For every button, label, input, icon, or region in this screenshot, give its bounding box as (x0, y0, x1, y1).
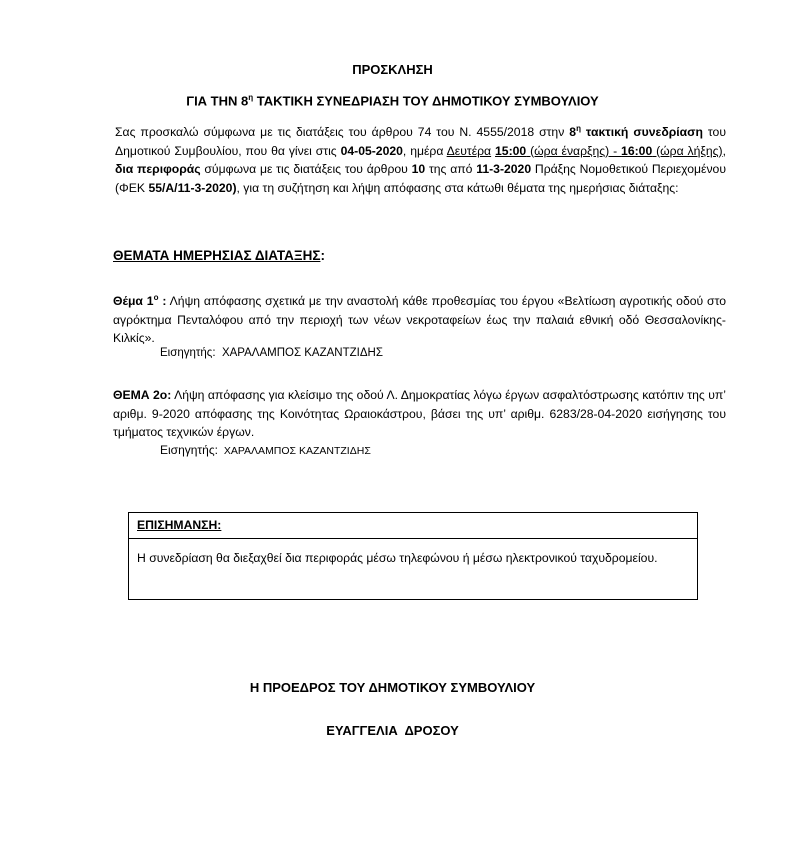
document-title: ΠΡΟΣΚΛΗΣΗ (352, 62, 433, 77)
end-label: (ώρα λήξης) (652, 143, 723, 158)
agenda-item (113, 383, 726, 442)
agenda-item (113, 289, 726, 348)
signature-role: Η ΠΡΟΕΔΡΟΣ ΤΟΥ ΔΗΜΟΤΙΚΟΥ ΣΥΜΒΟΥΛΙΟΥ (249, 680, 536, 695)
rapporteur-label: Εισηγητής: (160, 443, 218, 457)
agenda-heading (113, 248, 325, 263)
rapporteur-name: ΧΑΡΑΛΑΜΠΟΣ ΚΑΖΑΝΤΖΙΔΗΣ (221, 347, 383, 359)
subtitle-post: ΤΑΚΤΙΚΗ ΣΥΝΕΔΡΙΑΣΗ ΤΟΥ ΔΗΜΟΤΙΚΟΥ ΣΥΜΒΟΥΛΙΟΥ (253, 93, 599, 109)
subtitle-sup: η (248, 93, 254, 102)
intro-text: , για τη συζήτηση και λήψη απόφασης στα κάτωθι θέματα της ημερήσιας διάταξης: (236, 180, 679, 195)
intro-text: του Δημοτικού Συμβουλίου, που θα γίνει στις (115, 125, 726, 158)
meeting-number-sup: η (576, 124, 581, 133)
notice-header (129, 513, 697, 539)
intro-paragraph (115, 120, 726, 197)
signature-name: ΕΥΑΓΓΕΛΙΑ ΔΡΟΣΟΥ (326, 723, 459, 738)
start-time: 15:00 (495, 143, 527, 158)
intro-text: σύμφωνα με τις διατάξεις του άρθρου (200, 162, 412, 177)
intro-text: της από (425, 162, 477, 177)
item-label-text: Θέμα 1 (113, 294, 154, 309)
notice-body: Η συνεδρίαση θα διεξαχθεί δια περιφοράς μέσω τηλεφώνου ή μέσω ηλεκτρονικού ταχυδρομείου. (137, 551, 658, 565)
intro-text: , (722, 143, 726, 158)
item-label (113, 294, 166, 308)
intro-text: Πράξης Νομοθετικού Περιεχομένου (ΦΕΚ (115, 162, 726, 195)
item-rapporteur (160, 347, 383, 359)
item-label-colon: : (158, 294, 167, 309)
item-label-colon: : (167, 388, 172, 403)
document-subtitle (0, 93, 785, 108)
meeting-day: Δευτέρα (446, 143, 492, 158)
item-label-text: ΘΕΜΑ 2ο (113, 388, 168, 403)
end-time: 16:00 (621, 143, 653, 158)
item-text: Λήψη απόφασης σχετικά με την αναστολή κάθε προθεσμίας του έργου «Βελτίωση αγροτικής οδού στο αγρόκτημα Πενταλόφου από την περιοχή των νέων νεκροταφείων έως την παλαιά εθνική οδό Θεσσαλονίκης-Κιλκίς». (113, 294, 726, 346)
intro-text: Σας προσκαλώ σύμφωνα με τις διατάξεις του άρθρου 74 του Ν. 4555/2018 στην (115, 125, 570, 140)
meeting-number-value: 8 (569, 125, 577, 140)
gazette-ref: 55/Α/11-3-2020) (148, 180, 237, 195)
act-date: 11-3-2020 (476, 162, 532, 177)
article-number: 10 (411, 162, 426, 177)
notice-box (128, 512, 698, 600)
meeting-date: 04-05-2020 (340, 143, 403, 158)
meeting-mode: δια περιφοράς (115, 162, 201, 177)
start-label: (ώρα έναρξης) - (526, 143, 622, 158)
item-label (113, 388, 171, 402)
rapporteur-name: ΧΑΡΑΛΑΜΠΟΣ ΚΑΖΑΝΤΖΙΔΗΣ (223, 445, 371, 457)
agenda-heading-text: ΘΕΜΑΤΑ ΗΜΕΡΗΣΙΑΣ ΔΙΑΤΑΞΗΣ (113, 248, 321, 263)
item-label-sup: ο (153, 293, 159, 302)
meeting-number (569, 125, 703, 139)
meeting-type: τακτική συνεδρίαση (580, 125, 703, 140)
notice-heading: ΕΠΙΣΗΜΑΝΣΗ: (137, 518, 222, 532)
item-rapporteur (160, 443, 371, 457)
intro-text: , ημέρα (402, 143, 447, 158)
subtitle-pre: ΓΙΑ ΤΗΝ 8 (186, 93, 249, 109)
rapporteur-label: Εισηγητής: (160, 347, 216, 359)
item-text: Λήψη απόφασης για κλείσιμο της οδού Λ. Δημοκρατίας λόγω έργων ασφαλτόστρωσης κατόπιν της υπ’ αριθμ. 9-2020 απόφασης της Κοινότητας Ωραιοκάστρου, βάσει της υπ’ αριθμ. 6283/28-04-2020 εισήγησης του τμήματος τεχνικών έργων. (113, 388, 726, 440)
agenda-heading-colon: : (320, 248, 325, 263)
